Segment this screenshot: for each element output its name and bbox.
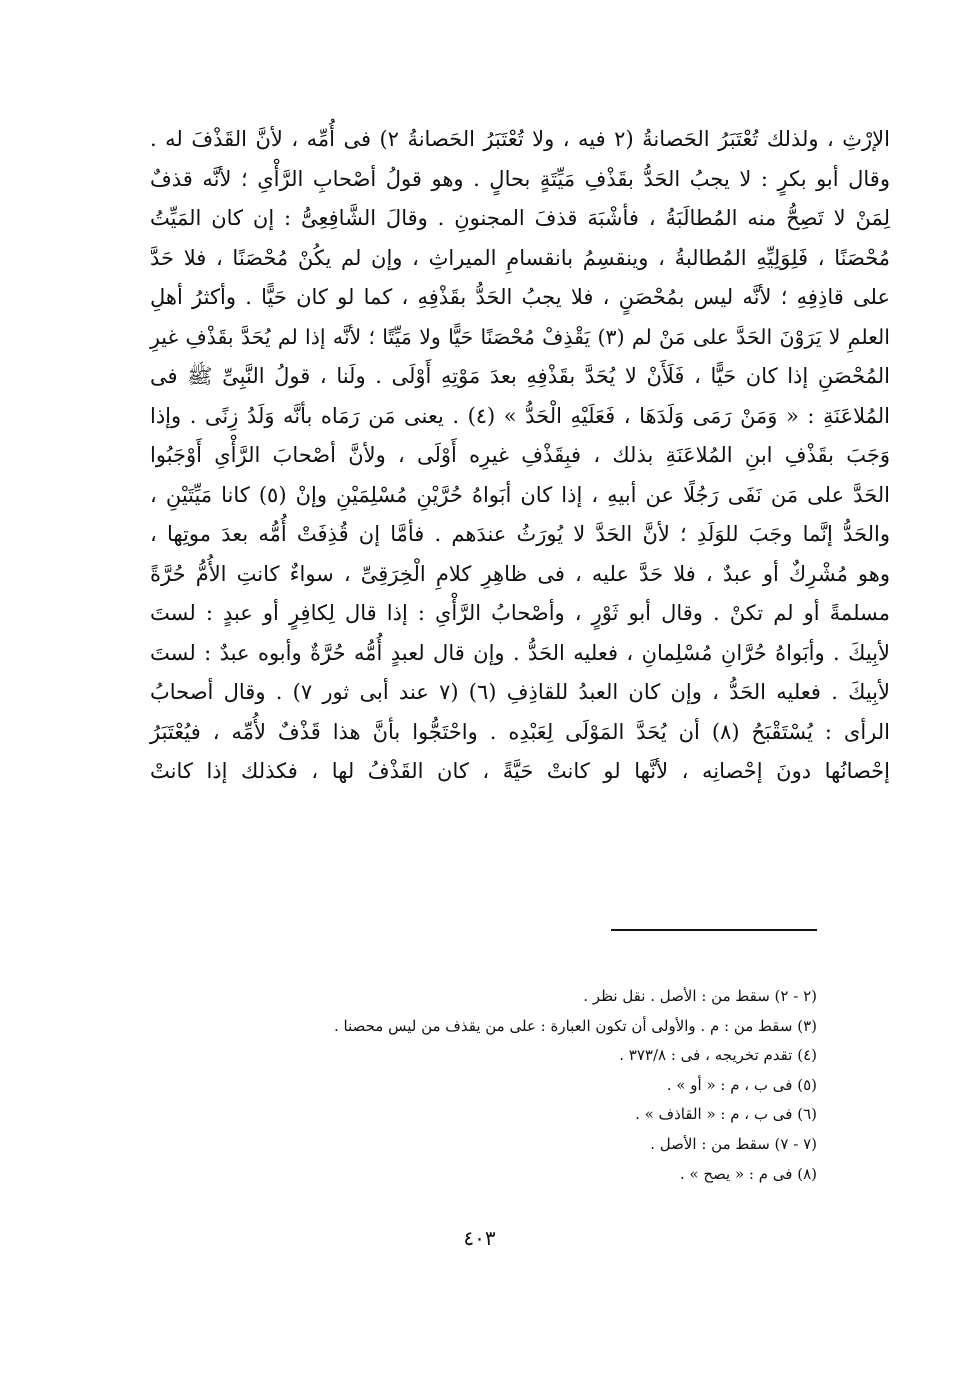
- footnote: (٤) تقدم تخريجه ، فى : ٣٧٣/٨ .: [619, 1046, 817, 1065]
- text-line: وقال أبو بكرٍ : لا يجبُ الحَدُّ بقَذْفِ مَيِّتَةٍ بحالٍ . وهو قولُ أصْحابِ الرَّأْىِ ؛ لأنَّه قذفٌ: [150, 166, 890, 191]
- footnote-divider: [611, 929, 817, 931]
- footnote: (٧ - ٧) سقط من : الأصل .: [650, 1134, 817, 1153]
- text-line: إحْصانُها دونَ إحْصانِه ، لأنَّها لو كانتْ حَيَّةً ، كان القَذْفُ لها ، فكذلك إذا كانتْ: [150, 759, 890, 783]
- footnote: (٨) فى م : « يصح » .: [679, 1164, 817, 1183]
- footnote: (٣) سقط من : م . والأولى أن تكون العبارة : على من يقذف من ليس محصنا .: [333, 1016, 817, 1035]
- text-line: لأبِيكَ . فعليه الحَدُّ ، وإن كان العبدُ للقاذِفِ (٦) (٧ عند أبى ثور ٧) . وقال أصحابُ: [150, 680, 891, 704]
- text-line: وَجَبَ بقَذْفِ ابنِ المُلاعَنَةِ بذلك ، فبِقَذْفِ غيرِه أَوْلَى ، ولأنَّ أصْحابَ الرَّأْىِ أَوْجَبُوا: [150, 443, 890, 467]
- text-line: على قاذِفِهِ ؛ لأنَّه ليس بمُحْصَنٍ ، فلا يجبُ الحَدُّ بقَذْفِهِ ، كما لو كان حَيًّا . وأكثرُ أهلِ: [150, 285, 890, 309]
- text-line: الرأى : يُسْتَقْبَحُ (٨) أن يُحَدَّ المَوْلَى لِعَبْدِه . واحْتَجُّوا بأنَّ هذا قَذْفٌ لأُمِّه ، فيُعْتَبَرُ: [150, 719, 890, 744]
- text-line: الحَدَّ على مَن نَفَى رَجُلًا عن أبيهِ ، إذا كان أبَواهُ حُرَّيْنِ مُسْلِمَيْنِ وإنْ (٥) كانا مَيِّتَيْنِ ،: [150, 482, 890, 507]
- text-line: العلمِ لا يَرَوْنَ الحَدَّ على مَنْ لم (٣) يَقْذِفْ مُحْصَنًا حَيًّا ولا مَيِّتًا ؛ لأنَّه إذا لم يُحَدَّ بقَذْفِ غيرِ: [150, 324, 890, 349]
- page-number: ٤٠٣: [463, 1226, 496, 1250]
- text-line: مُحْصَنًا ، فَلِوَلِيِّهِ المُطالبةُ ، وينقسِمُ بانقسامِ الميراثِ ، وإن لم يكُنْ مُحْصَنًا ، فلا حَدَّ: [150, 245, 890, 270]
- text-line: وهو مُشْرِكٌ أو عبدٌ ، فلا حَدَّ عليه ، فى ظاهِرِ كلامِ الْخِرَقِىِّ ، سواءٌ كانتِ الأُمُّ حُرَّةً: [150, 561, 890, 586]
- footnote: (٦) فى ب ، م : « القاذف » .: [635, 1105, 817, 1124]
- text-line: المُلاعَنَةِ : « وَمَنْ رَمَى وَلَدَهَا ، فَعَلَيْهِ الْحَدُّ » (٤) . يعنى مَن رَمَاه بأنَّه وَلَدُ زِنًى . وإذا: [150, 403, 890, 428]
- text-line: لِمَنْ لا تَصِحُّ منه المُطالَبَةُ ، فأشْبَهَ قذفَ المجنونِ . وقالَ الشَّافِعِىُّ : إن كان المَيِّتُ: [150, 206, 890, 230]
- text-line: لأبِيكَ . وأبَواهُ حُرَّانِ مُسْلِمانِ ، فعليه الحَدُّ . وإن قال لعبدٍ أُمُّه حُرَّةٌ وأبوه عبدٌ : لستَ: [150, 640, 890, 665]
- footnotes: [217, 982, 817, 1189]
- text-line: والحَدُّ إنَّما وجَبَ للوَلَدِ ؛ لأنَّ الحَدَّ لا يُورَثُ عندَهم . فأمَّا إن قُذِفَتْ أُمُّه بعدَ موتِها ،: [150, 522, 890, 546]
- footnote: (٥) فى ب ، م : « أو » .: [666, 1075, 817, 1094]
- footnote: (٢ - ٢) سقط من : الأصل . نقل نظر .: [583, 987, 817, 1005]
- main-text: [150, 120, 890, 792]
- text-line: مسلمةً أو لم تكنْ . وقال أبو ثَوْرٍ ، وأصْحابُ الرَّأْىِ : إذا قال لِكافِرٍ أو عبدٍ : لستَ: [150, 601, 890, 625]
- text-line: المُحْصَنِ إذا كان حَيًّا ، فَلَأَنْ لا يُحَدَّ بقَذْفِهِ بعدَ مَوْتِهِ أَوْلَى . ولَنا ، قولُ النَّبِىِّ ﷺ فى: [150, 364, 890, 388]
- text-line: الإرْثِ ، ولذلك تُعْتَبَرُ الحَصانةُ (٢ فيه ، ولا تُعْتَبَرُ الحَصانةُ ٢) فى أُمِّه ، لأنَّ القَذْفَ له .: [150, 127, 890, 151]
